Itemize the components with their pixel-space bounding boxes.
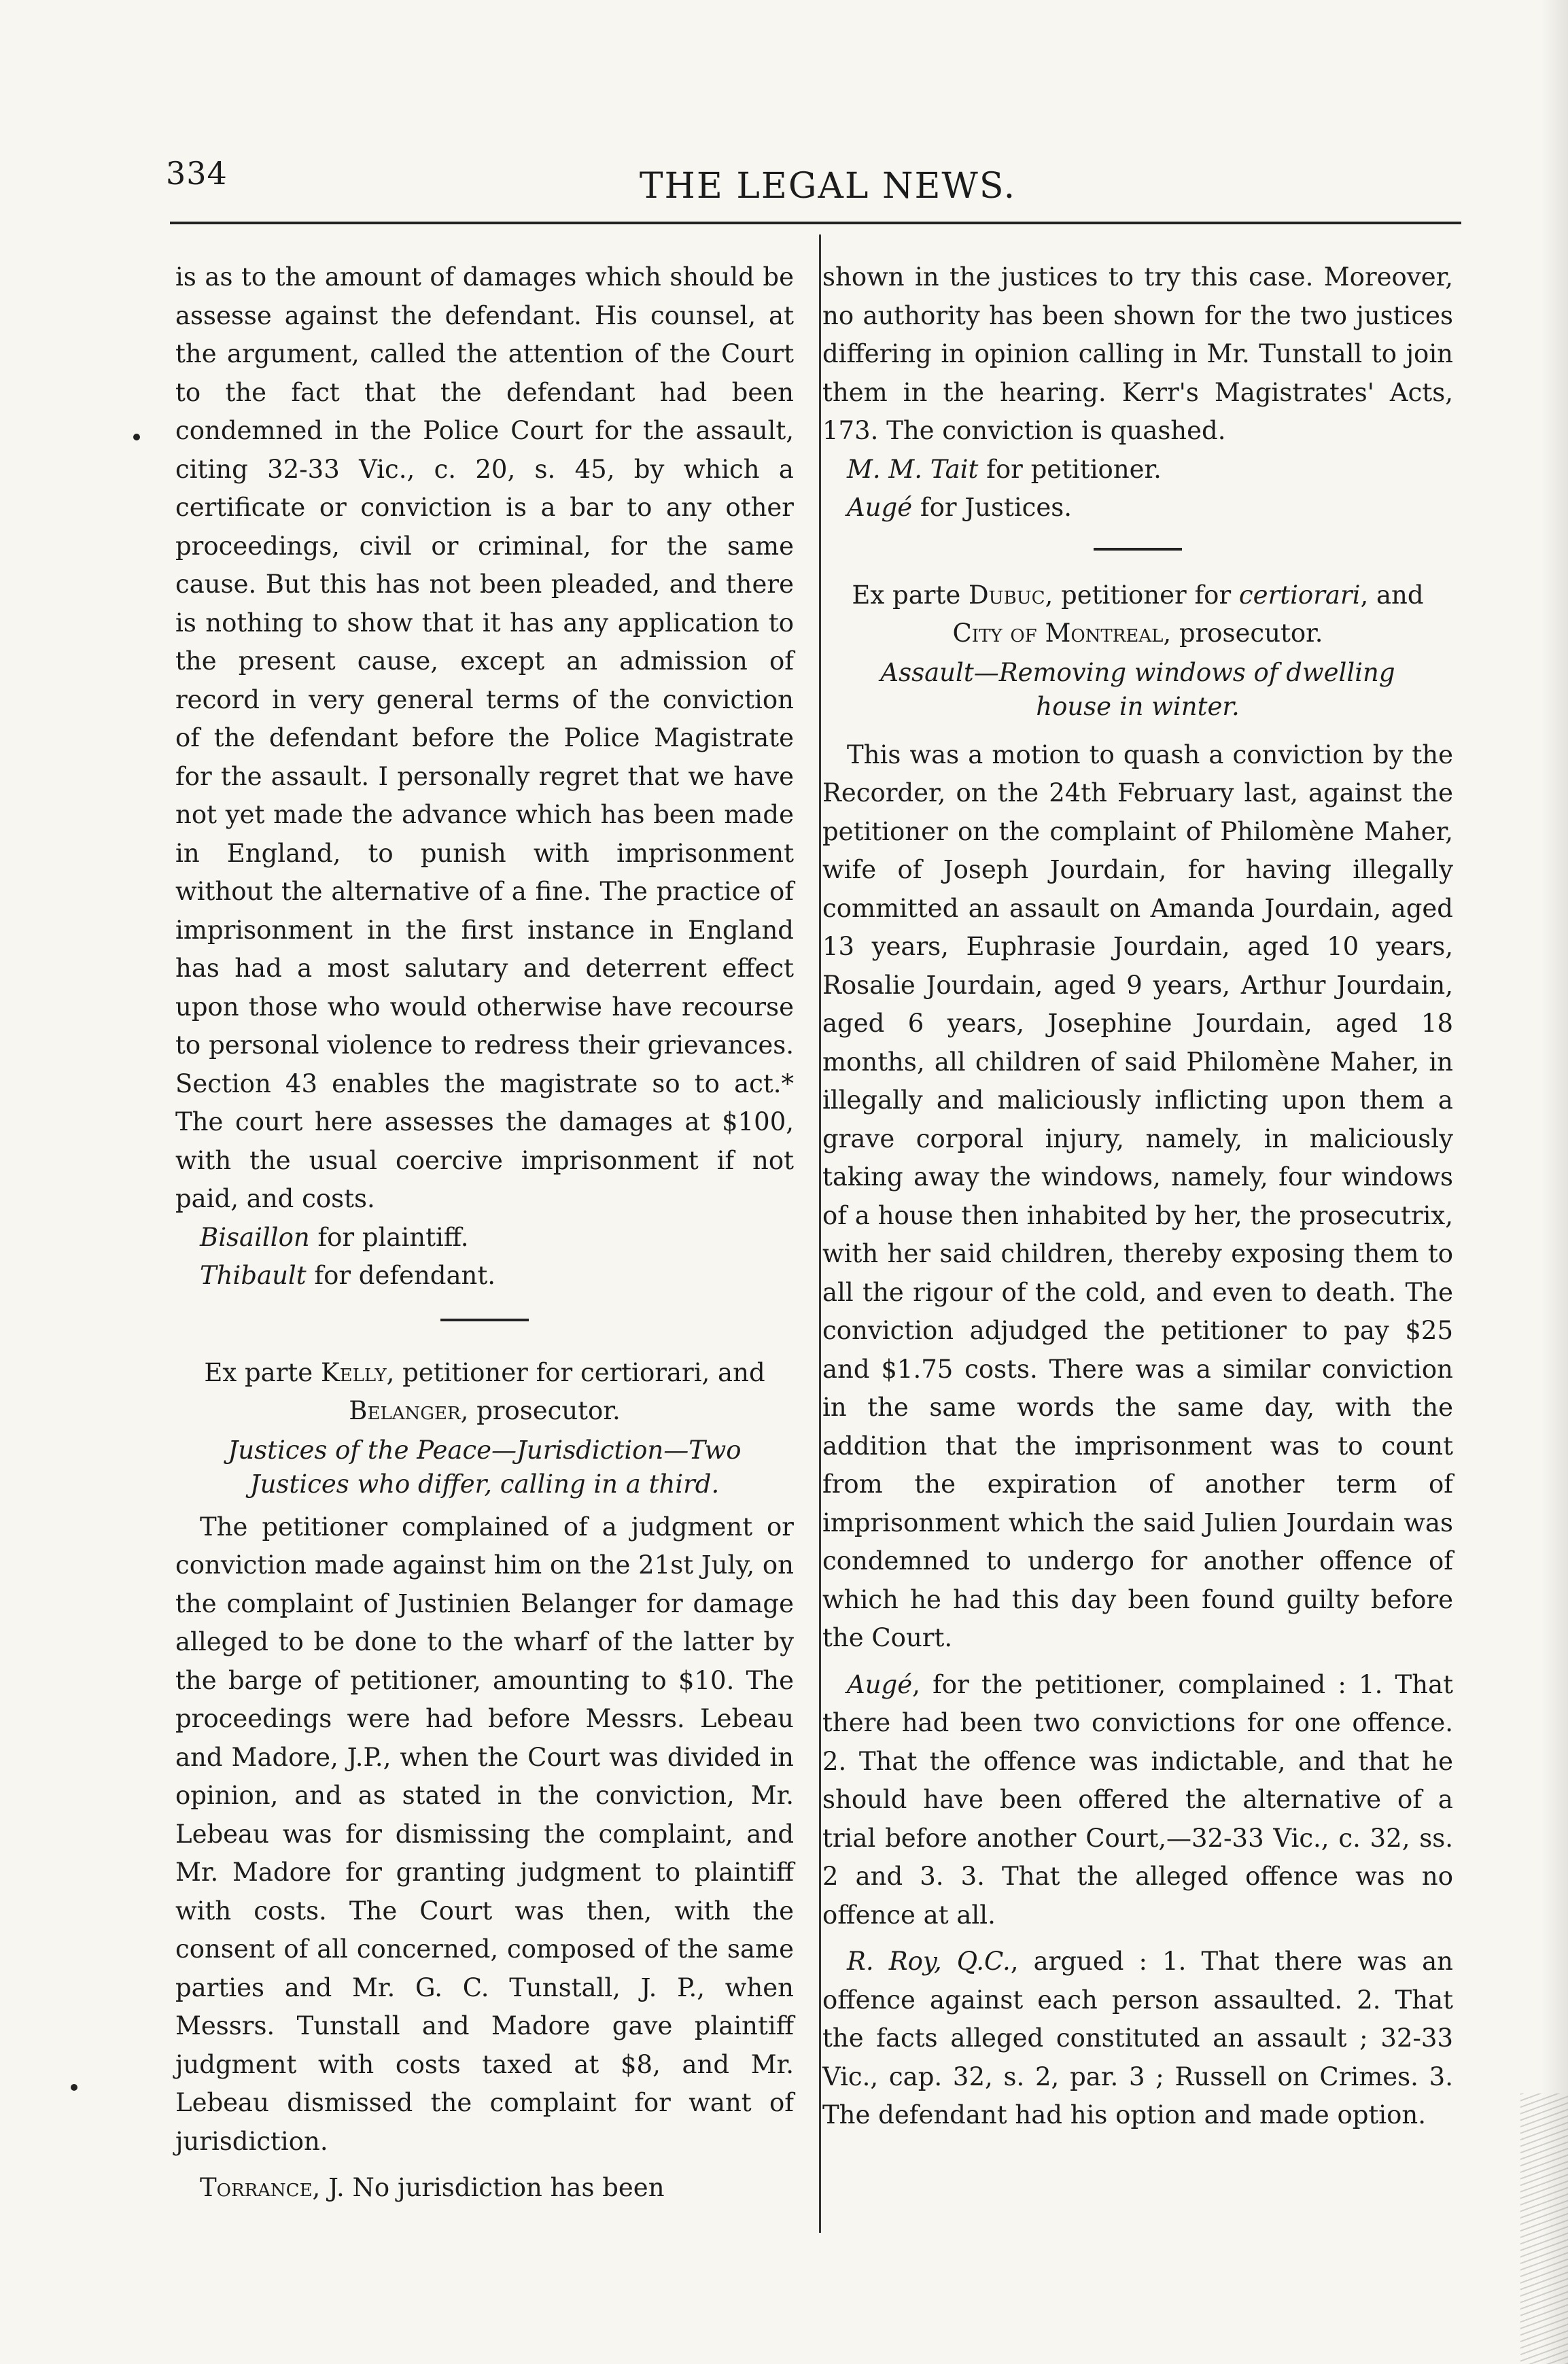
judge-line [175, 2169, 794, 2208]
section-separator [1094, 548, 1182, 551]
counsel-role: for Justices. [912, 493, 1073, 522]
page-edge-damage [1520, 2093, 1568, 2364]
case-and: , and [1360, 580, 1424, 610]
argument-text: , argued : 1. That there was an offence against each person assaulted. 2. That the facts alleged constituted an assault ; 32-33 Vic., cap. 32, s. 2, par. 3 ; Russell on Crimes. 3. The defendant had his option and made option. [822, 1947, 1454, 2130]
counsel-role: for plaintiff. [309, 1222, 469, 1252]
case-party: Dubuc [969, 580, 1045, 610]
page-title: THE LEGAL NEWS. [639, 166, 1017, 207]
right-column [822, 258, 1453, 2135]
counsel-name: M. M. Tait [847, 454, 979, 484]
counsel-line [175, 1219, 794, 1257]
counsel-line [822, 489, 1453, 527]
case-suffix: , prosecutor. [460, 1396, 621, 1425]
column-divider [819, 234, 821, 2233]
page-edge-shadow [1541, 0, 1568, 2364]
paragraph: shown in the justices to try this case. Moreover, no authority has been shown for the two justices differing in opinion calling in Mr. Tunstall to join them in the hearing. Kerr's Magistrates' Acts, 173. The conviction is quashed. [822, 262, 1453, 445]
case-mid: , petitioner for certiorari, and [386, 1357, 765, 1387]
counsel-name: R. Roy, Q.C. [847, 1947, 1011, 1976]
case-suffix: , prosecutor. [1163, 619, 1323, 648]
case-headnote: Assault—Removing windows of dwelling house in winter. [880, 657, 1395, 721]
case-prosecutor: Belanger [349, 1396, 461, 1425]
argument-text: , for the petitioner, complained : 1. That there had been two convictions for one offence. 2. That the offence was indictable, and that he should have been offered the alternative of a trial before another Court,—32-33 Vic., c. 32, ss. 2 and 3. 3. That the alleged offence was no offence at all. [822, 1669, 1453, 1930]
counsel-role: for petitioner. [978, 454, 1162, 484]
case-heading [822, 576, 1453, 653]
counsel-line [175, 1257, 794, 1296]
judge-name: Torrance, J. [200, 2173, 345, 2202]
left-column [175, 258, 794, 2208]
counsel-name: Thibault [200, 1261, 307, 1290]
case-prosecutor: City of Montreal [952, 619, 1164, 648]
case-heading [175, 1354, 794, 1431]
counsel-name: Augé [847, 1669, 913, 1699]
case-prefix: Ex parte [852, 580, 969, 610]
section-separator [440, 1319, 529, 1321]
judge-text: No jurisdiction has been [344, 2173, 665, 2202]
case-mid: , petitioner for [1045, 580, 1239, 610]
counsel-line [822, 451, 1453, 489]
header-rule [170, 222, 1461, 224]
argument-paragraph [822, 1666, 1453, 1935]
counsel-role: for defendant. [306, 1261, 496, 1290]
margin-dot [71, 2084, 77, 2091]
case-writ: certiorari [1238, 580, 1361, 610]
counsel-name: Bisaillon [200, 1222, 310, 1252]
case-party: Kelly [320, 1357, 387, 1387]
paragraph: The petitioner complained of a judgment or conviction made against him on the 21st July, on the complaint of Justinien Belanger for damage alleged to be done to the wharf of the latter by the barge of petitioner, amounting to $10. The proceedings were had before Messrs. Lebeau and Madore, J.P., when the Court was divided in opinion, and as stated in the conviction, Mr. Lebeau was for dismissing the complaint, and Mr. Madore for granting judgment to plaintiff with costs. The Court was then, with the consent of all concerned, composed of the same parties and Mr. G. C. Tunstall, J. P., when Messrs. Tunstall and Madore gave plaintiff judgment with costs taxed at $8, and Mr. Lebeau dismissed the complaint for want of jurisdiction. [175, 1512, 794, 2156]
paragraph: is as to the amount of damages which should be assesse against the defendant. His counsel, at the argument, called the attention of the Court to the fact that the defendant had been condemned in the Police Court for the assault, citing 32-33 Vic., c. 20, s. 45, by which a certificate or conviction is a bar to any other proceedings, civil or criminal, for the same cause. But this has not been pleaded, and there is nothing to show that it has any application to the present cause, except an admission of record in very general terms of the conviction of the defendant before the Police Magistrate for the assault. I personally regret that we have not yet made the advance which has been made in England, to punish with imprisonment without the alternative of a fine. The practice of imprisonment in the first instance in England has had a most salutary and deterrent effect upon those who would otherwise have recourse to personal violence to redress their grievances. Section 43 enables the magistrate so to act.* The court here assesses the damages at $100, with the usual coercive imprisonment if not paid, and costs. [175, 262, 794, 1213]
page-number: 334 [166, 155, 228, 192]
case-headnote: Justices of the Peace—Jurisdiction—Two Justices who differ, calling in a third. [228, 1435, 742, 1499]
case-prefix: Ex parte [204, 1357, 321, 1387]
margin-dot [133, 434, 140, 440]
counsel-name: Augé [847, 493, 913, 522]
argument-paragraph [822, 1943, 1453, 2135]
paragraph: This was a motion to quash a conviction by the Recorder, on the 24th February last, against the petitioner on the complaint of Philomène Maher, wife of Joseph Jourdain, for having illegally committed an assault on Amanda Jourdain, aged 13 years, Euphrasie Jourdain, aged 10 years, Rosalie Jourdain, aged 9 years, Arthur Jourdain, aged 6 years, Josephine Jourdain, aged 18 months, all children of said Philomène Maher, in illegally and maliciously inflicting upon them a grave corporal injury, namely, in maliciously taking away the windows, namely, four windows of a house then inhabited by her, the prosecutrix, with her said children, thereby exposing them to all the rigour of the cold, and even to death. The conviction adjudged the petitioner to pay $25 and $1.75 costs. There was a similar conviction in the same words the same day, with the addition that the imprisonment was to count from the expiration of another term of imprisonment which the said Julien Jourdain was condemned to undergo for another offence of which he had this day been found guilty before the Court. [822, 740, 1453, 1652]
